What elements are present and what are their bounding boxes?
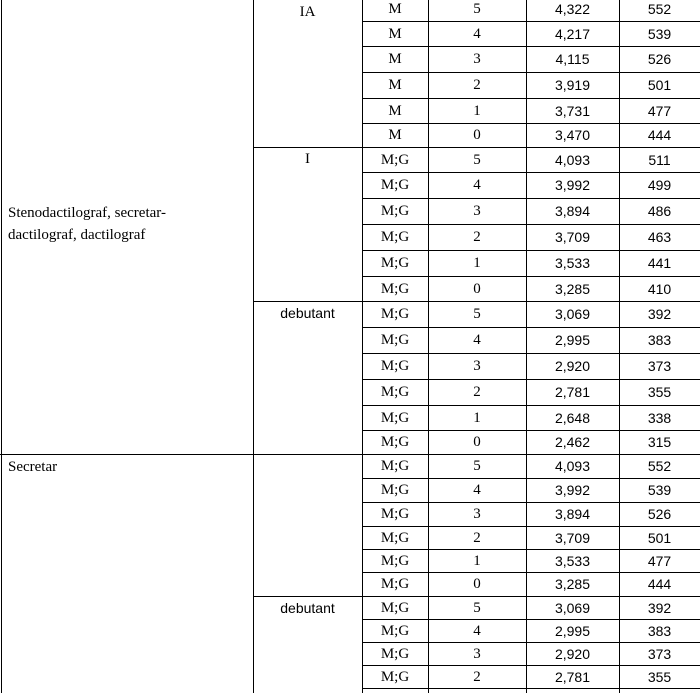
salary-cell: 373 xyxy=(647,646,672,662)
row-border xyxy=(362,572,700,573)
row-border xyxy=(253,301,363,302)
salary-cell: 383 xyxy=(647,623,672,639)
step-cell: 0 xyxy=(473,127,481,143)
step-cell: 4 xyxy=(473,26,481,42)
step-cell: 5 xyxy=(473,600,481,616)
row-border xyxy=(362,665,700,666)
step-cell: 0 xyxy=(473,281,481,297)
studies-cell: M;G xyxy=(380,669,410,685)
studies-cell: M;G xyxy=(380,600,410,616)
studies-cell: M;G xyxy=(380,229,410,245)
studies-cell: M;G xyxy=(380,646,410,662)
row-border xyxy=(362,46,700,47)
coefficient-cell: 3,069 xyxy=(554,306,591,322)
column-border xyxy=(619,0,620,693)
step-cell: 4 xyxy=(473,623,481,639)
studies-cell: M;G xyxy=(380,410,410,426)
step-cell: 1 xyxy=(473,103,481,119)
salary-cell: 501 xyxy=(647,530,672,546)
coefficient-cell: 3,709 xyxy=(554,229,591,245)
row-border xyxy=(362,549,700,550)
step-cell: 4 xyxy=(473,177,481,193)
coefficient-cell: 2,995 xyxy=(554,332,591,348)
coefficient-cell: 2,648 xyxy=(554,410,591,426)
salary-cell: 552 xyxy=(647,458,672,474)
row-border xyxy=(362,379,700,380)
salary-cell: 355 xyxy=(647,384,672,400)
step-cell: 1 xyxy=(473,553,481,569)
step-cell: 5 xyxy=(473,152,481,168)
row-border xyxy=(362,98,700,99)
studies-cell: M;G xyxy=(380,530,410,546)
salary-cell: 373 xyxy=(647,358,672,374)
step-cell: 2 xyxy=(473,530,481,546)
studies-cell: M;G xyxy=(380,358,410,374)
coefficient-cell: 4,217 xyxy=(554,26,591,42)
row-border xyxy=(362,596,700,597)
studies-cell: M;G xyxy=(380,458,410,474)
coefficient-cell: 3,731 xyxy=(554,103,591,119)
coefficient-cell: 2,462 xyxy=(554,434,591,450)
step-cell: 2 xyxy=(473,229,481,245)
row-border xyxy=(362,224,700,225)
salary-cell: 526 xyxy=(647,506,672,522)
row-border xyxy=(362,147,700,148)
coefficient-cell: 3,533 xyxy=(554,255,591,271)
salary-cell: 477 xyxy=(647,553,672,569)
row-border xyxy=(362,72,700,73)
row-border xyxy=(362,642,700,643)
coefficient-cell: 3,992 xyxy=(554,177,591,193)
salary-cell: 410 xyxy=(647,281,672,297)
salary-cell: 552 xyxy=(647,1,672,17)
salary-cell: 444 xyxy=(647,576,672,592)
salary-cell: 539 xyxy=(647,482,672,498)
step-cell: 3 xyxy=(473,358,481,374)
salary-cell: 355 xyxy=(647,669,672,685)
coefficient-cell: 2,781 xyxy=(554,669,591,685)
coefficient-cell: 4,115 xyxy=(555,51,590,67)
studies-cell: M;G xyxy=(380,434,410,450)
coefficient-cell: 3,992 xyxy=(554,482,591,498)
coefficient-cell: 3,919 xyxy=(554,77,591,93)
salary-cell: 441 xyxy=(647,255,672,271)
salary-cell: 463 xyxy=(647,229,672,245)
row-border xyxy=(362,276,700,277)
salary-cell: 539 xyxy=(647,26,672,42)
studies-cell: M;G xyxy=(380,203,410,219)
row-border xyxy=(362,688,700,689)
coefficient-cell: 3,894 xyxy=(554,506,591,522)
studies-cell: M xyxy=(388,1,402,17)
step-cell: 3 xyxy=(473,506,481,522)
step-cell: 2 xyxy=(473,77,481,93)
salary-cell: 477 xyxy=(647,103,672,119)
studies-cell: M xyxy=(388,127,402,143)
row-border xyxy=(362,405,700,406)
coefficient-cell: 3,069 xyxy=(554,600,591,616)
studies-cell: M;G xyxy=(380,623,410,639)
row-border xyxy=(362,301,700,302)
column-border xyxy=(526,0,527,693)
step-cell: 0 xyxy=(473,576,481,592)
row-border xyxy=(362,123,700,124)
step-cell: 2 xyxy=(473,669,481,685)
salary-cell: 526 xyxy=(647,51,672,67)
row-border xyxy=(362,327,700,328)
row-border xyxy=(0,454,254,455)
row-border xyxy=(362,353,700,354)
salary-cell: 315 xyxy=(647,434,672,450)
grade-label: IA xyxy=(299,4,316,20)
salary-cell: 392 xyxy=(647,600,672,616)
step-cell: 1 xyxy=(473,255,481,271)
column-border xyxy=(362,0,363,693)
studies-cell: M;G xyxy=(380,281,410,297)
column-border xyxy=(1,0,2,693)
step-cell: 3 xyxy=(473,203,481,219)
step-cell: 5 xyxy=(473,1,481,17)
salary-cell: 383 xyxy=(647,332,672,348)
salary-cell: 392 xyxy=(647,306,672,322)
grade-label: debutant xyxy=(280,600,335,616)
row-border xyxy=(362,21,700,22)
row-border xyxy=(362,430,700,431)
row-border xyxy=(362,502,700,503)
row-border xyxy=(362,250,700,251)
step-cell: 5 xyxy=(473,458,481,474)
studies-cell: M;G xyxy=(380,384,410,400)
column-border xyxy=(428,0,429,693)
row-border xyxy=(362,454,700,455)
studies-cell: M;G xyxy=(380,306,410,322)
step-cell: 3 xyxy=(473,51,481,67)
studies-cell: M;G xyxy=(380,255,410,271)
step-cell: 3 xyxy=(473,646,481,662)
job-title: Secretar xyxy=(8,459,58,475)
studies-cell: M;G xyxy=(380,152,410,168)
salary-cell: 486 xyxy=(647,203,672,219)
studies-cell: M;G xyxy=(380,553,410,569)
coefficient-cell: 4,093 xyxy=(554,152,591,168)
coefficient-cell: 3,894 xyxy=(554,203,591,219)
salary-cell: 338 xyxy=(647,410,672,426)
job-title: Stenodactilograf, secretar-dactilograf, dactilograf xyxy=(8,205,166,243)
row-border xyxy=(253,596,363,597)
row-border xyxy=(362,198,700,199)
column-border xyxy=(253,0,254,693)
coefficient-cell: 3,470 xyxy=(554,127,591,143)
step-cell: 4 xyxy=(473,482,481,498)
row-border xyxy=(362,619,700,620)
salary-cell: 499 xyxy=(647,177,672,193)
studies-cell: M xyxy=(388,77,402,93)
coefficient-cell: 4,322 xyxy=(554,1,591,17)
studies-cell: M;G xyxy=(380,482,410,498)
grade-label xyxy=(253,455,362,479)
row-border xyxy=(362,478,700,479)
studies-cell: M xyxy=(388,51,402,67)
coefficient-cell: 3,285 xyxy=(554,281,591,297)
grade-label: debutant xyxy=(280,305,335,321)
studies-cell: M;G xyxy=(380,506,410,522)
studies-cell: M;G xyxy=(380,332,410,348)
step-cell: 0 xyxy=(473,434,481,450)
grade-label: I xyxy=(305,151,310,167)
salary-cell: 444 xyxy=(647,127,672,143)
row-border xyxy=(253,147,363,148)
salary-cell: 511 xyxy=(648,152,671,168)
step-cell: 1 xyxy=(473,410,481,426)
step-cell: 4 xyxy=(473,332,481,348)
coefficient-cell: 3,285 xyxy=(554,576,591,592)
studies-cell: M;G xyxy=(380,177,410,193)
studies-cell: M;G xyxy=(380,576,410,592)
studies-cell: M xyxy=(388,103,402,119)
coefficient-cell: 3,533 xyxy=(554,553,591,569)
row-border xyxy=(253,454,363,455)
coefficient-cell: 2,995 xyxy=(554,623,591,639)
studies-cell: M xyxy=(388,26,402,42)
coefficient-cell: 2,781 xyxy=(554,384,591,400)
row-border xyxy=(362,526,700,527)
row-border xyxy=(362,172,700,173)
coefficient-cell: 2,920 xyxy=(554,358,591,374)
coefficient-cell: 2,920 xyxy=(554,646,591,662)
coefficient-cell: 4,093 xyxy=(554,458,591,474)
step-cell: 5 xyxy=(473,306,481,322)
coefficient-cell: 3,709 xyxy=(554,530,591,546)
step-cell: 2 xyxy=(473,384,481,400)
salary-cell: 501 xyxy=(647,77,672,93)
